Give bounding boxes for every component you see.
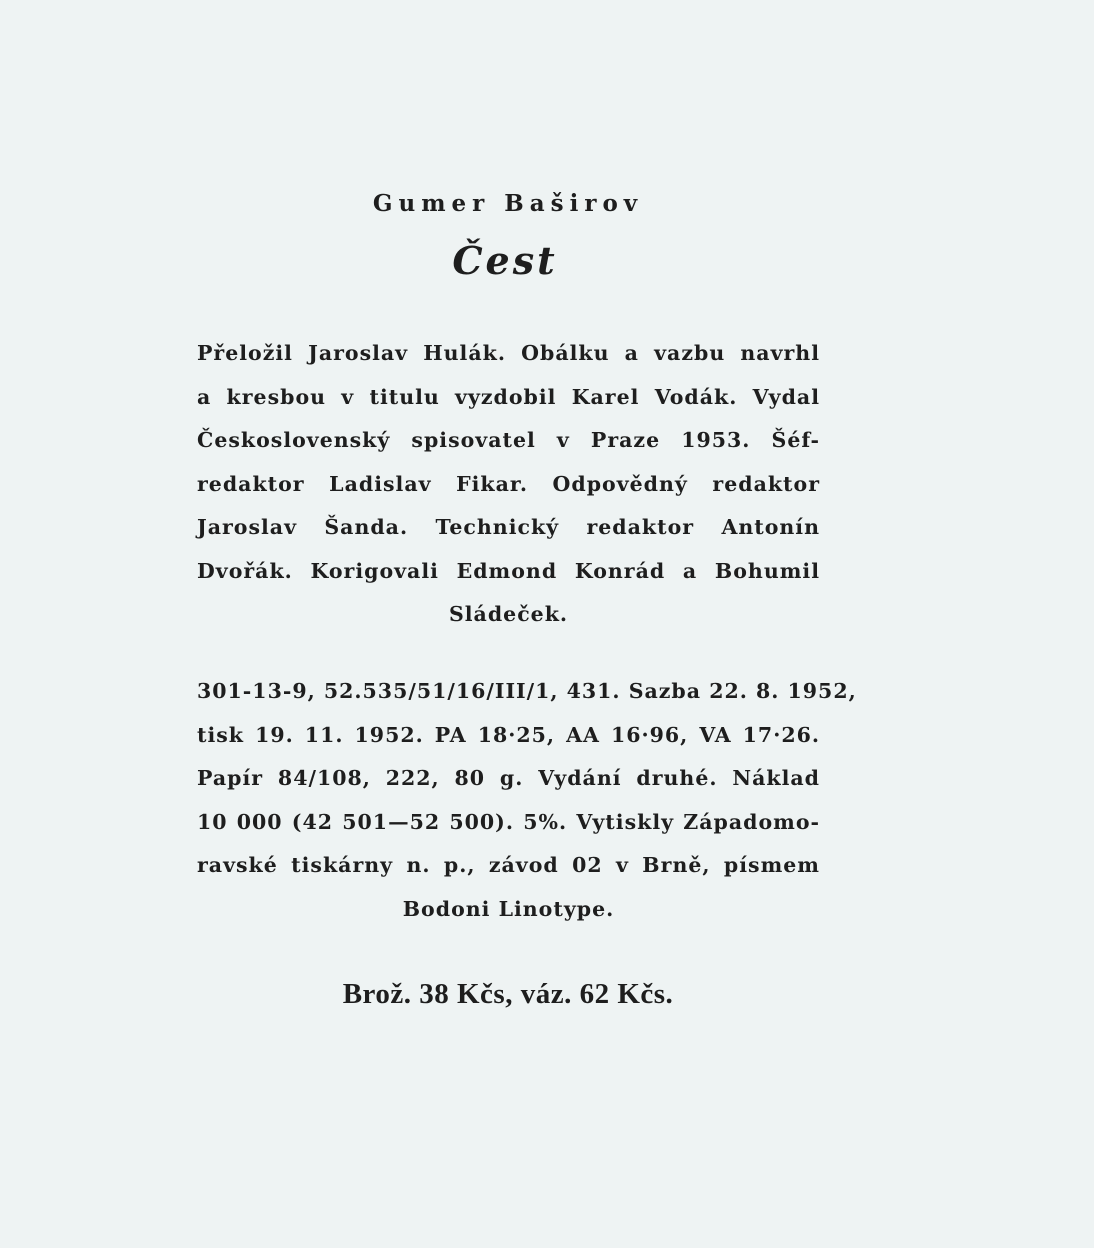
imprint-line: tisk 19. 11. 1952. PA 18·25, AA 16·96, VA 17·26. [197,722,820,747]
price-line: Brož. 38 Kčs, váz. 62 Kčs. [342,978,674,1010]
imprint-paragraph [197,670,857,931]
author-name: Gumer Baširov [372,190,644,217]
imprint-line: 10 000 (42 501—52 500). 5%. Vytiskly Západomo- [197,809,820,834]
credits-line: Přeložil Jaroslav Hulák. Obálku a vazbu navrhl [197,341,820,365]
credits-line: Jaroslav Šanda. Technický redaktor Antonín [197,515,820,539]
credits-line: redaktor Ladislav Fikar. Odpovědný redaktor [197,471,820,496]
credits-line: Sládeček. [448,602,569,626]
imprint-line: 301-13-9, 52.535/51/16/III/1, 431. Sazba 22. 8. 1952, [197,679,857,703]
credits-line: Dvořák. Korigovali Edmond Konrád a Bohumil [197,558,820,583]
imprint-line: Papír 84/108, 222, 80 g. Vydání druhé. Náklad [197,766,820,790]
credits-paragraph [197,332,820,637]
credits-line: a kresbou v titulu vyzdobil Karel Vodák. Vydal [197,384,820,409]
book-title: Čest [452,238,558,283]
imprint-line: ravské tiskárny n. p., závod 02 v Brně, písmem [197,853,820,877]
credits-line: Československý spisovatel v Praze 1953. Šéf- [197,428,820,452]
imprint-line: Bodoni Linotype. [402,896,615,921]
